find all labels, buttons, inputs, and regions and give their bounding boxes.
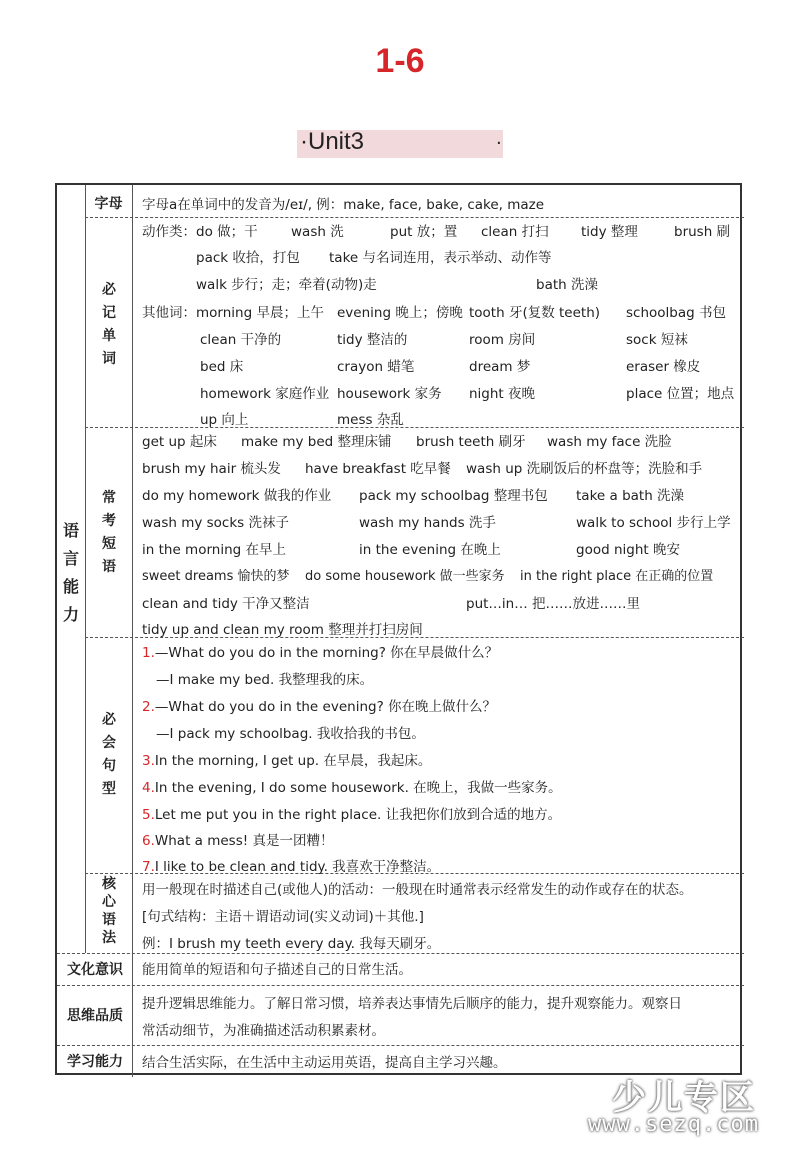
word-item: sock 短袜 (626, 332, 688, 348)
word-item: place 位置；地点 (626, 386, 735, 402)
phrase-item: wash my face 洗脸 (547, 434, 672, 450)
sentence-item: 4.In the evening, I do some housework. 在晚上，我做一些家务。 (142, 780, 562, 796)
phrase-item: get up 起床 (142, 434, 217, 450)
phrase-item: wash my hands 洗手 (359, 515, 496, 531)
phrase-item: sweet dreams 愉快的梦 (142, 569, 290, 584)
phrase-item: clean and tidy 干净又整洁 (142, 596, 310, 612)
phrase-item: wash my socks 洗袜子 (142, 515, 289, 531)
thinking-label: 思维品质 (67, 1008, 123, 1024)
culture-text: 能用简单的短语和句子描述自己的日常生活。 (142, 962, 412, 978)
phrase-item: put…in… 把……放进……里 (466, 596, 641, 612)
word-item: crayon 蜡笔 (337, 359, 415, 375)
word-item: evening 晚上；傍晚 (337, 305, 463, 321)
word-item: tooth 牙(复数 teeth) (469, 305, 601, 321)
summary-table (55, 183, 742, 1075)
word-item: housework 家务 (337, 386, 442, 402)
grammar-line: 例：I brush my teeth every day. 我每天刷牙。 (142, 936, 441, 952)
unit-title: ·Unit3 (300, 128, 365, 155)
divider-big-label (85, 185, 86, 953)
word-item: homework 家庭作业 (200, 386, 330, 402)
word-item: up 向上 (200, 412, 249, 428)
phrase-item: brush my hair 梳头发 (142, 461, 281, 477)
word-item: clean 打扫 (481, 224, 549, 240)
word-item: bed 床 (200, 359, 244, 375)
phrase-item: have breakfast 吃早餐 (305, 461, 451, 477)
phrase-item: in the right place 在正确的位置 (520, 569, 714, 584)
phrase-item: good night 晚安 (576, 542, 680, 558)
word-item: wash 洗 (291, 224, 344, 240)
phrase-item: make my bed 整理床铺 (241, 434, 392, 450)
phrase-item: do some housework 做一些家务 (305, 569, 505, 584)
divider (57, 953, 744, 954)
word-item: 动作类：do 做；干 (142, 224, 258, 240)
word-item: mess 杂乱 (337, 412, 404, 428)
culture-label: 文化意识 (67, 962, 123, 978)
word-item: take 与名词连用，表示举动、动作等 (329, 250, 552, 266)
words-label: 必 记 单 词 (102, 282, 116, 367)
word-item: pack 收拾，打包 (196, 250, 300, 266)
phrase-item: wash up 洗刷饭后的杯盘等；洗脸和手 (466, 461, 703, 477)
sentence-item: 1.—What do you do in the morning? 你在早晨做什么？ (142, 645, 499, 661)
phrases-label: 常 考 短 语 (102, 490, 116, 575)
grammar-label: 核 心 语 法 (102, 876, 116, 946)
phrase-item: do my homework 做我的作业 (142, 488, 332, 504)
divider (85, 217, 744, 218)
word-item: eraser 橡皮 (626, 359, 701, 375)
phrase-item: walk to school 步行上学 (576, 515, 731, 531)
word-item: clean 干净的 (200, 332, 282, 348)
grammar-line: 用一般现在时描述自己(或他人)的活动：一般现在时通常表示经常发生的动作或存在的状态。 (142, 882, 693, 898)
divider-row-label (132, 185, 133, 1077)
word-item: bath 洗澡 (536, 277, 598, 293)
divider (57, 985, 744, 986)
sentence-item: —I make my bed. 我整理我的床。 (156, 672, 374, 688)
unit-title-dot: · (496, 133, 502, 154)
thinking-line: 常活动细节，为准确描述活动积累素材。 (142, 1023, 385, 1039)
watermark-url: www.sezq.com (588, 1112, 759, 1137)
language-ability-label: 语 言 能 力 (62, 521, 79, 624)
grammar-line: [句式结构：主语＋谓语动词(实义动词)＋其他.] (142, 909, 424, 925)
word-item: night 夜晚 (469, 386, 536, 402)
word-item: 其他词：morning 早晨；上午 (142, 305, 324, 321)
sentence-item: —I pack my schoolbag. 我收拾我的书包。 (156, 726, 425, 742)
word-item: dream 梦 (469, 359, 531, 375)
sentence-item: 2.—What do you do in the evening? 你在晚上做什么？ (142, 699, 497, 715)
word-item: schoolbag 书包 (626, 305, 726, 321)
sentences-label: 必 会 句 型 (102, 712, 116, 797)
watermark-logo: 少儿专区 (612, 1078, 756, 1118)
divider (57, 1045, 744, 1046)
phrase-item: tidy up and clean my room 整理并打扫房间 (142, 622, 423, 638)
thinking-line: 提升逻辑思维能力。了解日常习惯，培养表达事情先后顺序的能力，提升观察能力。观察日 (142, 996, 682, 1012)
letters-label: 字母 (94, 196, 123, 212)
phrase-item: in the evening 在晚上 (359, 542, 501, 558)
letters-text: 字母a在单词中的发音为/eɪ/, 例：make, face, bake, cake, maze (142, 197, 545, 213)
sentence-item: 6.What a mess! 真是一团糟！ (142, 833, 334, 849)
learning-text: 结合生活实际，在生活中主动运用英语，提高自主学习兴趣。 (142, 1055, 507, 1071)
word-item: tidy 整洁的 (337, 332, 408, 348)
sentence-item: 5.Let me put you in the right place. 让我把你们放到合适的地方。 (142, 807, 562, 823)
word-item: put 放；置 (390, 224, 458, 240)
page-number: 1-6 (375, 42, 425, 80)
word-item: tidy 整理 (581, 224, 638, 240)
phrase-item: take a bath 洗澡 (576, 488, 685, 504)
word-item: room 房间 (469, 332, 536, 348)
divider (85, 427, 744, 428)
word-item: walk 步行；走；牵着(动物)走 (196, 277, 377, 293)
word-item: brush 刷 (674, 224, 731, 240)
learning-label: 学习能力 (67, 1054, 123, 1070)
phrase-item: in the morning 在早上 (142, 542, 286, 558)
sentence-item: 3.In the morning, I get up. 在早晨，我起床。 (142, 753, 432, 769)
phrase-item: pack my schoolbag 整理书包 (359, 488, 548, 504)
sentence-item: 7.I like to be clean and tidy. 我喜欢干净整洁。 (142, 859, 441, 875)
phrase-item: brush teeth 刷牙 (416, 434, 526, 450)
